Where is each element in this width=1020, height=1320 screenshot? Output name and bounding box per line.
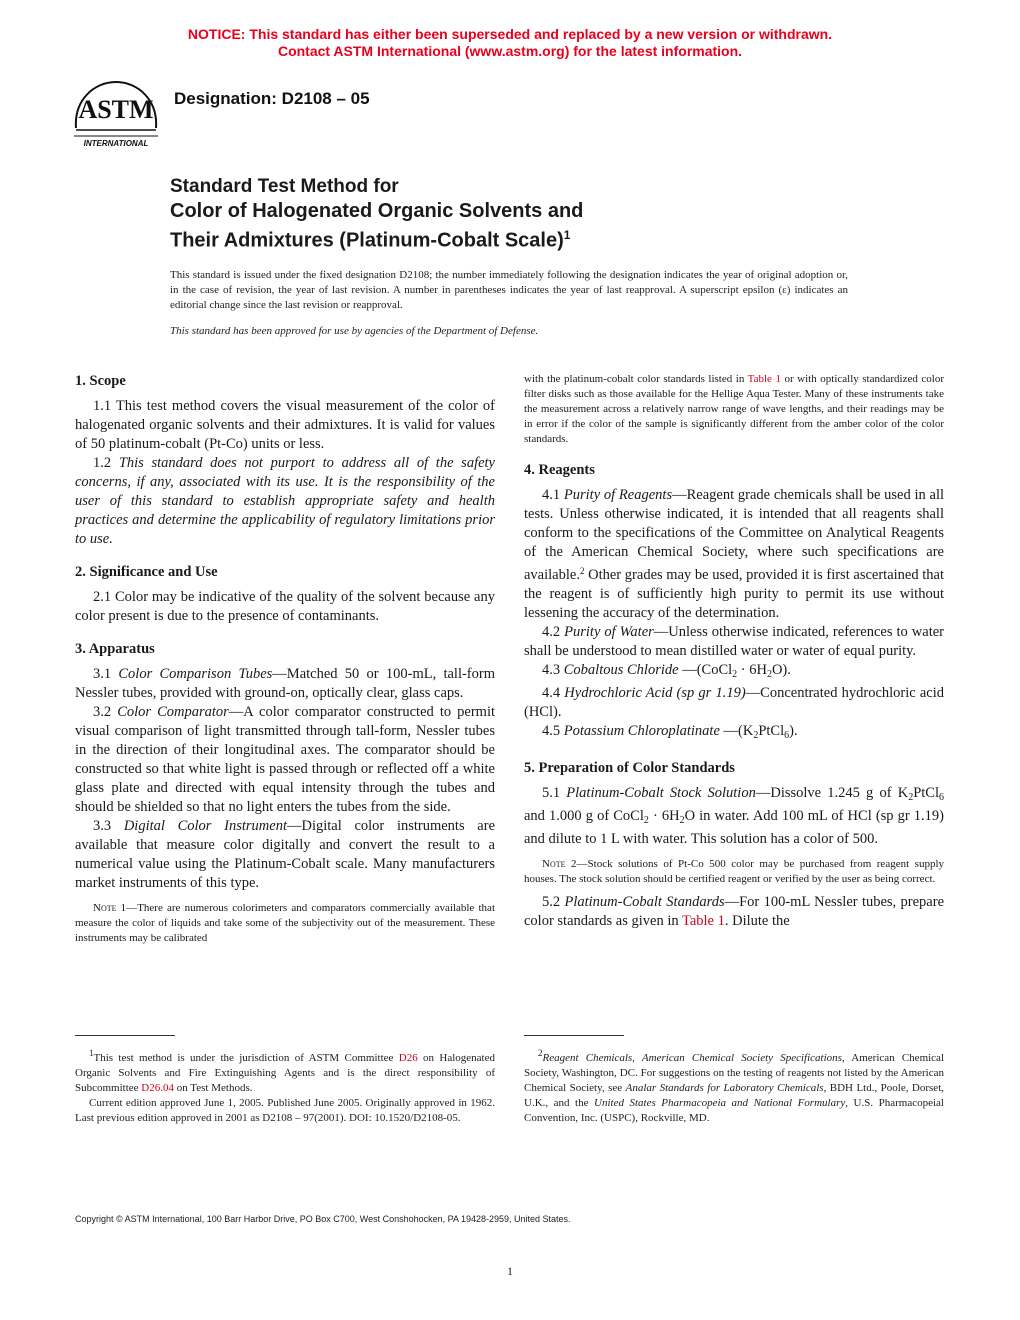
document-title <box>170 175 870 253</box>
notice-line-2: Contact ASTM International (www.astm.org) for the latest information. <box>277 43 743 59</box>
title-footnote-mark[interactable]: 1 <box>563 228 571 242</box>
section-heading-scope: 1. Scope <box>75 373 126 389</box>
para-4-5: 4.5 Potassium Chloroplatinate $—(K_2PtCl_6)$. <box>542 723 798 741</box>
para-1-2: 1.2 This standard does not purport to address all of the safety concerns, if any, associated with its use. It is the responsibility of the user of this standard to establish appropriate safety and health practices and determine the applicability of regulatory limitations prior to use. <box>75 455 495 547</box>
footnote-1 <box>75 1046 495 1126</box>
copyright-line: Copyright © ASTM International, 100 Barr Harbor Drive, PO Box C700, West Conshohocken, PA 19428-2959, United States. <box>75 1214 571 1224</box>
notice-banner <box>0 26 1020 60</box>
footnote-1-para-2: Current edition approved June 1, 2005. Published June 2005. Originally approved in 1962. Last previous edition approved in 2001 as D2108 – 97(2001). DOI: 10.1520/D2108-05. <box>75 1097 495 1124</box>
subcommittee-d26-04-link[interactable]: D26.04 <box>141 1082 174 1094</box>
table-1-link-2[interactable]: Table 1 <box>682 913 725 929</box>
note-1: Note 1—There are numerous colorimeters and comparators commercially available that measure the color of liquids and take some of the subjectivity out of the measurement. These instruments may be calibrated <box>75 902 495 944</box>
left-column <box>75 372 495 946</box>
note-2: Note 2—Stock solutions of Pt-Co 500 color may be purchased from reagent supply houses. The stock solution should be certified reagent or verified by the user as being correct. <box>524 858 944 885</box>
para-2-1: 2.1 Color may be indicative of the quality of the solvent because any color present is due to the presence of contaminants. <box>75 589 495 624</box>
footnote-rule-left <box>75 1035 175 1036</box>
section-heading-reagents: 4. Reagents <box>524 462 595 478</box>
table-1-link[interactable]: Table 1 <box>747 373 781 385</box>
page-number: 1 <box>507 1264 513 1278</box>
footnote-2-para: $^2$Reagent Chemicals, American Chemical Society Specifications, American Chemical Society, Washington, DC. For suggestions on the testing of reagents not listed by the American Chemical Society, see Analar Standards for Laboratory Chemicals, BDH Ltd., Poole, Dorset, U.K., and the United States Pharmacopeia and National Formulary, U.S. Pharmacopeial Convention, Inc. (USPC), Rockville, MD. <box>524 1048 945 1124</box>
footnote-rule-right <box>524 1035 624 1036</box>
para-1-1: 1.1 This test method covers the visual measurement of the color of halogenated organic solvents and their admixtures. It is valid for values of 50 platinum-cobalt (Pt-Co) units or less. <box>75 398 495 452</box>
notice-line-1: NOTICE: This standard has either been superseded and replaced by a new version or withdrawn. <box>187 26 833 42</box>
title-line-3: Their Admixtures (Platinum-Cobalt Scale)$^1$ <box>170 228 571 252</box>
para-3-1: 3.1 Color Comparison Tubes—Matched 50 or 100-mL, tall-form Nessler tubes, provided with ground-on, optically clear, glass caps. <box>75 666 495 701</box>
footnote-1-para-1: $^1$This test method is under the jurisdiction of ASTM Committee D26 on Halogenated Organic Solvents and Fire Extinguishing Agents and is the direct responsibility of Subcommittee D26.04 on Test Methods. <box>75 1048 495 1094</box>
footnote-2-mark[interactable]: 2 <box>579 566 585 576</box>
footnote-2 <box>524 1046 944 1126</box>
right-column <box>524 372 944 931</box>
astm-logo <box>70 78 162 152</box>
para-4-4: 4.4 Hydrochloric Acid (sp gr 1.19)—Concentrated hydrochloric acid (HCl). <box>524 685 945 720</box>
designation: Designation: D2108 – 05 <box>174 89 370 108</box>
para-4-2: 4.2 Purity of Water—Unless otherwise indicated, references to water shall be understood to mean distilled water or water of equal purity. <box>524 624 944 659</box>
para-4-3: 4.3 Cobaltous Chloride —(CoCl$_2$ · $6H_2O$). <box>542 662 791 680</box>
para-5-2: 5.2 Platinum-Cobalt Standards—For 100-mL Nessler tubes, prepare color standards as given in Table 1. Dilute the <box>524 894 945 929</box>
section-heading-significance: 2. Significance and Use <box>75 564 218 580</box>
preamble-text: This standard is issued under the fixed designation D2108; the number immediately following the designation indicates the year of original adoption or, in the case of revision, the year of last revision. A number in parentheses indicates the year of last reapproval. A superscript epsilon (ε) indicates an editorial change since the last revision or reapproval. <box>170 269 848 311</box>
logo-text: ASTM <box>78 95 154 124</box>
title-line-1: Standard Test Method for <box>170 176 399 197</box>
note-1-continued: with the platinum-cobalt color standards listed in Table 1 or with optically standardized color filter disks such as those available for the Hellige Aqua Tester. Many of these instruments take the measurement across a relatively narrow range of wave lengths, and their readings may be in error if the color of the sample is significantly different from the amber color of the color standards. <box>524 373 944 445</box>
para-3-2: 3.2 Color Comparator—A color comparator constructed to permit visual comparison of light transmitted through tall-form, Nessler tubes in the direction of their longitudinal axes. The comparator should be constructed so that white light is passed through or reflected off a white glass plate and directed with equal intensity through the tubes and should be shielded so that no light enters the tubes from the side. <box>75 704 496 815</box>
section-heading-preparation: 5. Preparation of Color Standards <box>524 760 735 776</box>
dod-approval-note: This standard has been approved for use by agencies of the Department of Defense. <box>170 325 539 337</box>
para-4-1: 4.1 Purity of Reagents—Reagent grade chemicals shall be used in all tests. Unless otherwise indicated, it is intended that all reagents shall conform to the specifications of the Committee on Analytical Reagents of the American Chemical Society, where such specifications are available.$^2$ Other grades may be used, provided it is first ascertained that the reagent is of sufficiently high purity to permit its use without lessening the accuracy of the determination. <box>524 487 945 621</box>
para-5-1: 5.1 Platinum-Cobalt Stock Solution—Dissolve 1.245 g of $K_2PtCl_6$ and 1.000 g of CoCl$_2$ · $6H_2O$ in water. Add 100 mL of HCl (sp gr 1.19) and dilute to 1 L with water. This solution has a color of 500. <box>524 785 944 847</box>
logo-subtext: INTERNATIONAL <box>83 139 149 148</box>
title-line-2: Color of Halogenated Organic Solvents and <box>170 200 584 222</box>
para-3-3: 3.3 Digital Color Instrument—Digital color instruments are available that measure color digitally and convert the result to a numerical value using the Platinum-Cobalt scale. Many manufacturers market instruments of this type. <box>75 818 495 891</box>
section-heading-apparatus: 3. Apparatus <box>75 641 155 657</box>
committee-d26-link[interactable]: D26 <box>398 1052 418 1064</box>
